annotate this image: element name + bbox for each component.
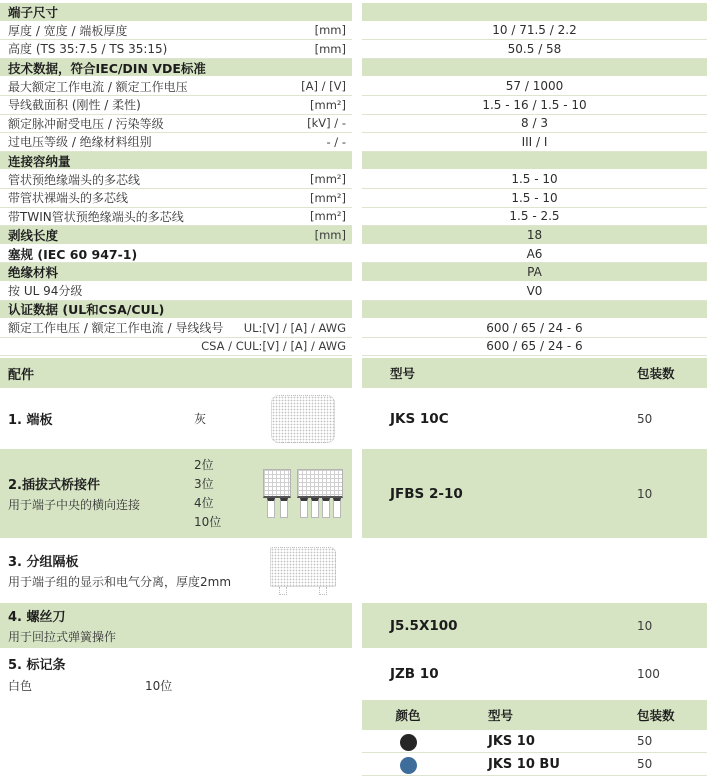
spec-label-cell (0, 263, 352, 282)
spec-label-cell (0, 22, 352, 41)
spec-value-cell (362, 152, 707, 171)
accessory-description: 用于回拉式弹簧操作 (8, 630, 117, 645)
accessory-size-note: 10位 (145, 678, 173, 693)
column-gutter (352, 189, 362, 208)
color-row-cells (362, 730, 707, 753)
bridges-pictogram-icon (263, 469, 343, 518)
spec-label-cell (0, 170, 352, 189)
spec-label-cell (0, 319, 352, 338)
spec-value-cell (362, 245, 707, 264)
spec-label-cell (0, 226, 352, 245)
spec-unit: [kV] / - (307, 116, 346, 131)
column-gutter (352, 358, 362, 388)
spec-label-cell (0, 245, 352, 264)
accessory-subline (8, 677, 346, 694)
spec-row (0, 319, 707, 338)
accessories-title: 配件 (0, 358, 352, 388)
column-gutter (352, 603, 362, 648)
spec-label: 额定脉冲耐受电压 / 污染等级 (8, 116, 164, 131)
accessory-model-number: J5.5X100 (390, 617, 458, 634)
model-number: JKS 10 BU (488, 756, 560, 772)
bridge-4pos-icon (297, 469, 343, 518)
accessory-description-cell (0, 650, 352, 697)
spec-label: 厚度 / 宽度 / 端板厚度 (8, 23, 128, 38)
column-gutter (352, 540, 362, 601)
partition-pictogram-icon (270, 547, 336, 595)
spec-row (0, 40, 707, 59)
spec-label-cell (0, 77, 352, 96)
accessory-color-note: 白色 (8, 678, 33, 693)
spec-unit: CSA / CUL:[V] / [A] / AWG (201, 339, 346, 354)
spec-label: 高度 (TS 35:7.5 / TS 35:15) (8, 42, 168, 57)
accessory-order-cell (362, 449, 707, 538)
accessory-description: 用于端子中央的横向连接 (8, 498, 141, 513)
spec-row (0, 263, 707, 282)
spec-label-cell (0, 3, 352, 22)
accessory-pack-qty: 10 (637, 618, 653, 633)
spec-label: 带管状裸端头的多芯线 (8, 191, 129, 206)
accessory-text-block (8, 654, 346, 694)
bridge-2pos-icon (263, 469, 291, 518)
color-table-header-cells (362, 700, 707, 730)
spec-label-cell (0, 59, 352, 78)
spec-label-cell (0, 96, 352, 115)
column-gutter (352, 77, 362, 96)
empty-left-area (0, 753, 352, 776)
pack-qty-column-header: 包装数 (637, 366, 675, 382)
color-column-header: 颜色 (395, 708, 421, 724)
column-gutter (352, 115, 362, 134)
column-gutter (352, 319, 362, 338)
spec-row (0, 77, 707, 96)
spec-unit: [mm²] (310, 97, 346, 112)
spec-row (0, 208, 707, 227)
spec-value-cell (362, 338, 707, 357)
spec-value-cell (362, 226, 707, 245)
column-gutter (352, 245, 362, 264)
color-row-cells (362, 753, 707, 776)
accessory-title: 1. 端板 (8, 413, 53, 429)
column-gutter (352, 338, 362, 357)
column-gutter (352, 263, 362, 282)
accessory-model-number: JKS 10C (390, 410, 449, 427)
spec-label: 最大额定工作电流 / 额定工作电压 (8, 79, 188, 94)
spec-value-cell (362, 96, 707, 115)
spec-unit: [mm²] (310, 209, 346, 224)
pack-qty-column-header: 包装数 (637, 708, 675, 724)
spec-value: 1.5 - 16 / 1.5 - 10 (482, 97, 587, 112)
spec-label-cell (0, 152, 352, 171)
column-gutter (352, 700, 362, 730)
spec-value-cell (362, 77, 707, 96)
accessory-size-option: 4位 (194, 495, 214, 510)
color-swatch-cell (362, 755, 454, 774)
spec-row (0, 96, 707, 115)
color-dot-icon (400, 734, 417, 751)
accessory-order-cell (362, 603, 707, 648)
accessory-description-cell (0, 603, 352, 648)
spec-label: 剥线长度 (8, 227, 59, 243)
accessory-description-cell (0, 540, 352, 601)
spec-value-cell (362, 115, 707, 134)
spec-value: PA (527, 265, 542, 280)
accessory-title: 2.插拔式桥接件 (8, 478, 100, 494)
spec-label: 技术数据，符合IEC/DIN VDE标准 (8, 60, 206, 76)
spec-label-cell (0, 301, 352, 320)
spec-value-cell (362, 3, 707, 22)
spec-value: 1.5 - 10 (511, 190, 558, 205)
color-table-rows (0, 730, 707, 776)
spec-label: 连接容纳量 (8, 153, 71, 169)
spec-row (0, 59, 707, 78)
spec-value: 18 (526, 227, 543, 242)
spec-row (0, 152, 707, 171)
accessory-text-block (8, 606, 346, 645)
spec-value: 8 / 3 (521, 116, 548, 131)
spec-value-cell (362, 263, 707, 282)
accessories-rows (0, 390, 707, 697)
accessory-description-cell (0, 390, 352, 447)
column-gutter (352, 152, 362, 171)
accessory-size-option: 2位 (194, 457, 214, 472)
spec-unit: [A] / [V] (301, 79, 346, 94)
spec-label: 端子尺寸 (8, 4, 59, 20)
column-gutter (352, 390, 362, 447)
spec-value: 600 / 65 / 24 - 6 (486, 339, 583, 354)
accessory-pack-qty: 10 (637, 486, 653, 501)
accessory-description: 用于端子组的显示和电气分离，厚度2mm (8, 575, 232, 590)
column-gutter (352, 170, 362, 189)
column-gutter (352, 282, 362, 301)
spec-value-cell (362, 319, 707, 338)
spec-value: 50.5 / 58 (507, 41, 562, 56)
accessory-pack-qty: 50 (637, 411, 653, 426)
spec-value-cell (362, 282, 707, 301)
column-gutter (352, 40, 362, 59)
accessory-text-block (8, 474, 194, 513)
empty-left-area (0, 730, 352, 753)
spec-value-cell (362, 22, 707, 41)
spec-label: 导线截面积 (刚性 / 柔性) (8, 98, 141, 113)
spec-row (0, 3, 707, 22)
accessory-title: 4. 螺丝刀 (8, 610, 66, 626)
column-gutter (352, 208, 362, 227)
column-gutter (352, 650, 362, 697)
spec-value-cell (362, 208, 707, 227)
accessory-model-number: JFBS 2-10 (390, 485, 463, 502)
accessory-order-cell (362, 540, 707, 601)
accessory-size-option: 3位 (194, 476, 214, 491)
column-gutter (352, 449, 362, 538)
model-column-header: 型号 (390, 366, 416, 382)
color-swatch-cell (362, 732, 454, 751)
accessories-section-header (0, 358, 707, 388)
spec-label: 管状预绝缘端头的多芯线 (8, 172, 141, 187)
spec-value: A6 (526, 246, 543, 261)
accessory-row (0, 650, 707, 697)
accessory-row (0, 449, 707, 538)
accessory-title: 3. 分组隔板 (8, 555, 79, 571)
spec-unit: [mm] (314, 23, 346, 38)
spec-label-cell (0, 115, 352, 134)
spec-value: III / I (521, 134, 548, 149)
spec-label-cell (0, 208, 352, 227)
spec-value: 57 / 1000 (505, 79, 564, 94)
spec-value-cell (362, 40, 707, 59)
spec-label: 绝缘材料 (8, 265, 59, 281)
spec-row (0, 133, 707, 152)
spec-row (0, 115, 707, 134)
accessory-description-cell (0, 449, 352, 538)
spec-row (0, 189, 707, 208)
accessory-pack-qty: 100 (637, 666, 660, 681)
spec-value: V0 (526, 283, 543, 298)
column-gutter (352, 3, 362, 22)
spec-value-cell (362, 133, 707, 152)
spec-value-cell (362, 301, 707, 320)
spec-label: 带TWIN管状预绝缘端头的多芯线 (8, 209, 184, 224)
column-gutter (352, 59, 362, 78)
spec-unit: [mm] (314, 41, 346, 56)
spec-value: 10 / 71.5 / 2.2 (492, 23, 577, 38)
color-table-header (0, 700, 707, 730)
spec-unit: [mm] (314, 227, 346, 242)
spec-row (0, 282, 707, 301)
accessory-text-block (8, 551, 260, 590)
color-table-row (0, 753, 707, 776)
accessory-text-block (8, 409, 194, 428)
spec-row (0, 338, 707, 357)
spec-value-cell (362, 170, 707, 189)
spec-unit: UL:[V] / [A] / AWG (243, 320, 346, 335)
spec-label: 认证数据 (UL和CSA/CUL) (8, 302, 165, 318)
spec-value: 600 / 65 / 24 - 6 (486, 320, 583, 335)
spec-label-cell (0, 133, 352, 152)
accessory-size-list (194, 456, 260, 532)
pack-qty: 50 (637, 757, 653, 772)
model-column-header: 型号 (488, 708, 514, 724)
spec-unit: [mm²] (310, 172, 346, 187)
spec-label: 塞规 (IEC 60 947-1) (8, 246, 138, 262)
spec-value-cell (362, 189, 707, 208)
spec-value: 1.5 - 2.5 (509, 209, 560, 224)
spec-label-cell (0, 189, 352, 208)
accessory-order-cell (362, 650, 707, 697)
color-dot-icon (400, 757, 417, 774)
spec-table (0, 3, 707, 356)
accessory-row (0, 390, 707, 447)
accessory-size-option: 10位 (194, 514, 222, 529)
spec-label: 按 UL 94分级 (8, 284, 83, 299)
accessory-title: 5. 标记条 (8, 657, 66, 673)
column-gutter (352, 96, 362, 115)
spec-row (0, 245, 707, 264)
empty-left-area (0, 700, 352, 730)
endplate-pictogram-icon (271, 395, 335, 443)
spec-label-cell (0, 282, 352, 301)
spec-label-cell (0, 338, 352, 357)
spec-row (0, 226, 707, 245)
spec-row (0, 301, 707, 320)
model-number: JKS 10 (488, 733, 535, 749)
pack-qty: 50 (637, 734, 653, 749)
accessories-table-header (362, 358, 707, 388)
column-gutter (352, 753, 362, 776)
column-gutter (352, 133, 362, 152)
color-table-row (0, 730, 707, 753)
spec-label-cell (0, 40, 352, 59)
spec-label: 额定工作电压 / 额定工作电流 / 导线线号 (8, 321, 224, 336)
accessory-row (0, 603, 707, 648)
column-gutter (352, 22, 362, 41)
accessory-model-number: JZB 10 (390, 665, 439, 682)
spec-unit: - / - (326, 134, 346, 149)
spec-value: 1.5 - 10 (511, 172, 558, 187)
spec-row (0, 170, 707, 189)
accessory-variant: 灰 (194, 412, 207, 427)
spec-value-cell (362, 59, 707, 78)
spec-unit: [mm²] (310, 190, 346, 205)
accessory-row (0, 540, 707, 601)
column-gutter (352, 301, 362, 320)
column-gutter (352, 730, 362, 753)
accessory-order-cell (362, 390, 707, 447)
column-gutter (352, 226, 362, 245)
spec-label: 过电压等级 / 绝缘材料组别 (8, 135, 152, 150)
spec-row (0, 22, 707, 41)
